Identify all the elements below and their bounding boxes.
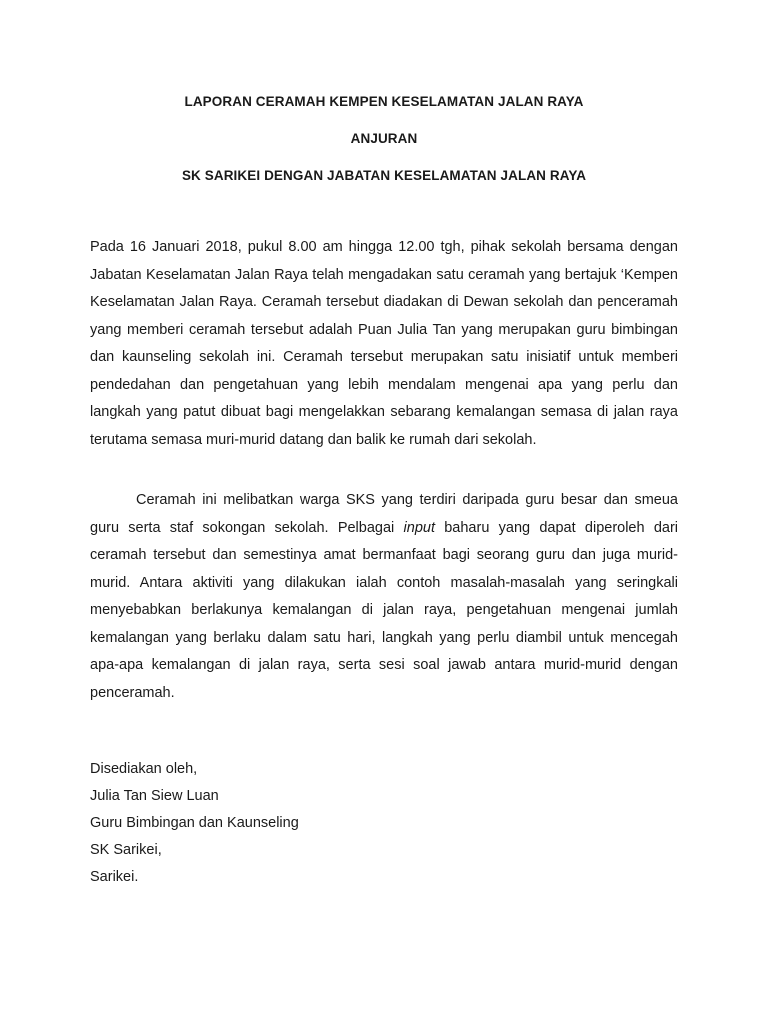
- paragraph-2: [90, 487, 678, 707]
- signatory-name: Julia Tan Siew Luan: [90, 788, 219, 804]
- paragraph-2-text-start: Ceramah ini melibatkan warga SKS yang terdiri daripada guru besar dan smeua guru serta staf sokongan sekolah. Pelbagai: [90, 492, 678, 536]
- paragraph-2-text-end: baharu yang dapat diperoleh dari ceramah tersebut dan semestinya amat bermanfaat bagi seorang guru dan juga murid-murid. Antara aktiviti yang dilakukan ialah contoh masalah-masalah yang seringkali menyebabkan berlakunya kemalangan di jalan raya, pengetahuan mengenai jumlah kemalangan yang berlaku dalam satu hari, langkah yang perlu diambil untuk mencegah apa-apa kemalangan di jalan raya, serta sesi soal jawab antara murid-murid dengan penceramah.: [90, 519, 678, 701]
- prepared-by-label: Disediakan oleh,: [90, 761, 198, 777]
- signatory-position: Guru Bimbingan dan Kaunseling: [90, 815, 299, 831]
- paragraph-2-italic-word: input: [403, 519, 435, 536]
- signature-block: [90, 756, 299, 891]
- report-subtitle-organizer: ANJURAN: [350, 131, 418, 146]
- report-subtitle-parties: SK SARIKEI DENGAN JABATAN KESELAMATAN JALAN RAYA: [181, 168, 587, 183]
- report-title: LAPORAN CERAMAH KEMPEN KESELAMATAN JALAN RAYA: [184, 94, 584, 109]
- paragraph-1: Pada 16 Januari 2018, pukul 8.00 am hingga 12.00 tgh, pihak sekolah bersama dengan Jabatan Keselamatan Jalan Raya telah mengadakan satu ceramah yang bertajuk ‘Kempen Keselamatan Jalan Raya. Ceramah tersebut diadakan di Dewan sekolah dan penceramah yang memberi ceramah tersebut adalah Puan Julia Tan yang merupakan guru bimbingan dan kaunseling sekolah ini. Ceramah tersebut merupakan satu inisiatif untuk memberi pendedahan dan pengetahuan yang lebih mendalam mengenai apa yang perlu dan langkah yang patut dibuat bagi mengelakkan sebarang kemalangan semasa di jalan raya terutama semasa muri-murid datang dan balik ke rumah dari sekolah.: [90, 239, 678, 448]
- signatory-school: SK Sarikei,: [90, 842, 162, 858]
- report-headings: [90, 93, 678, 185]
- signatory-town: Sarikei.: [90, 869, 139, 885]
